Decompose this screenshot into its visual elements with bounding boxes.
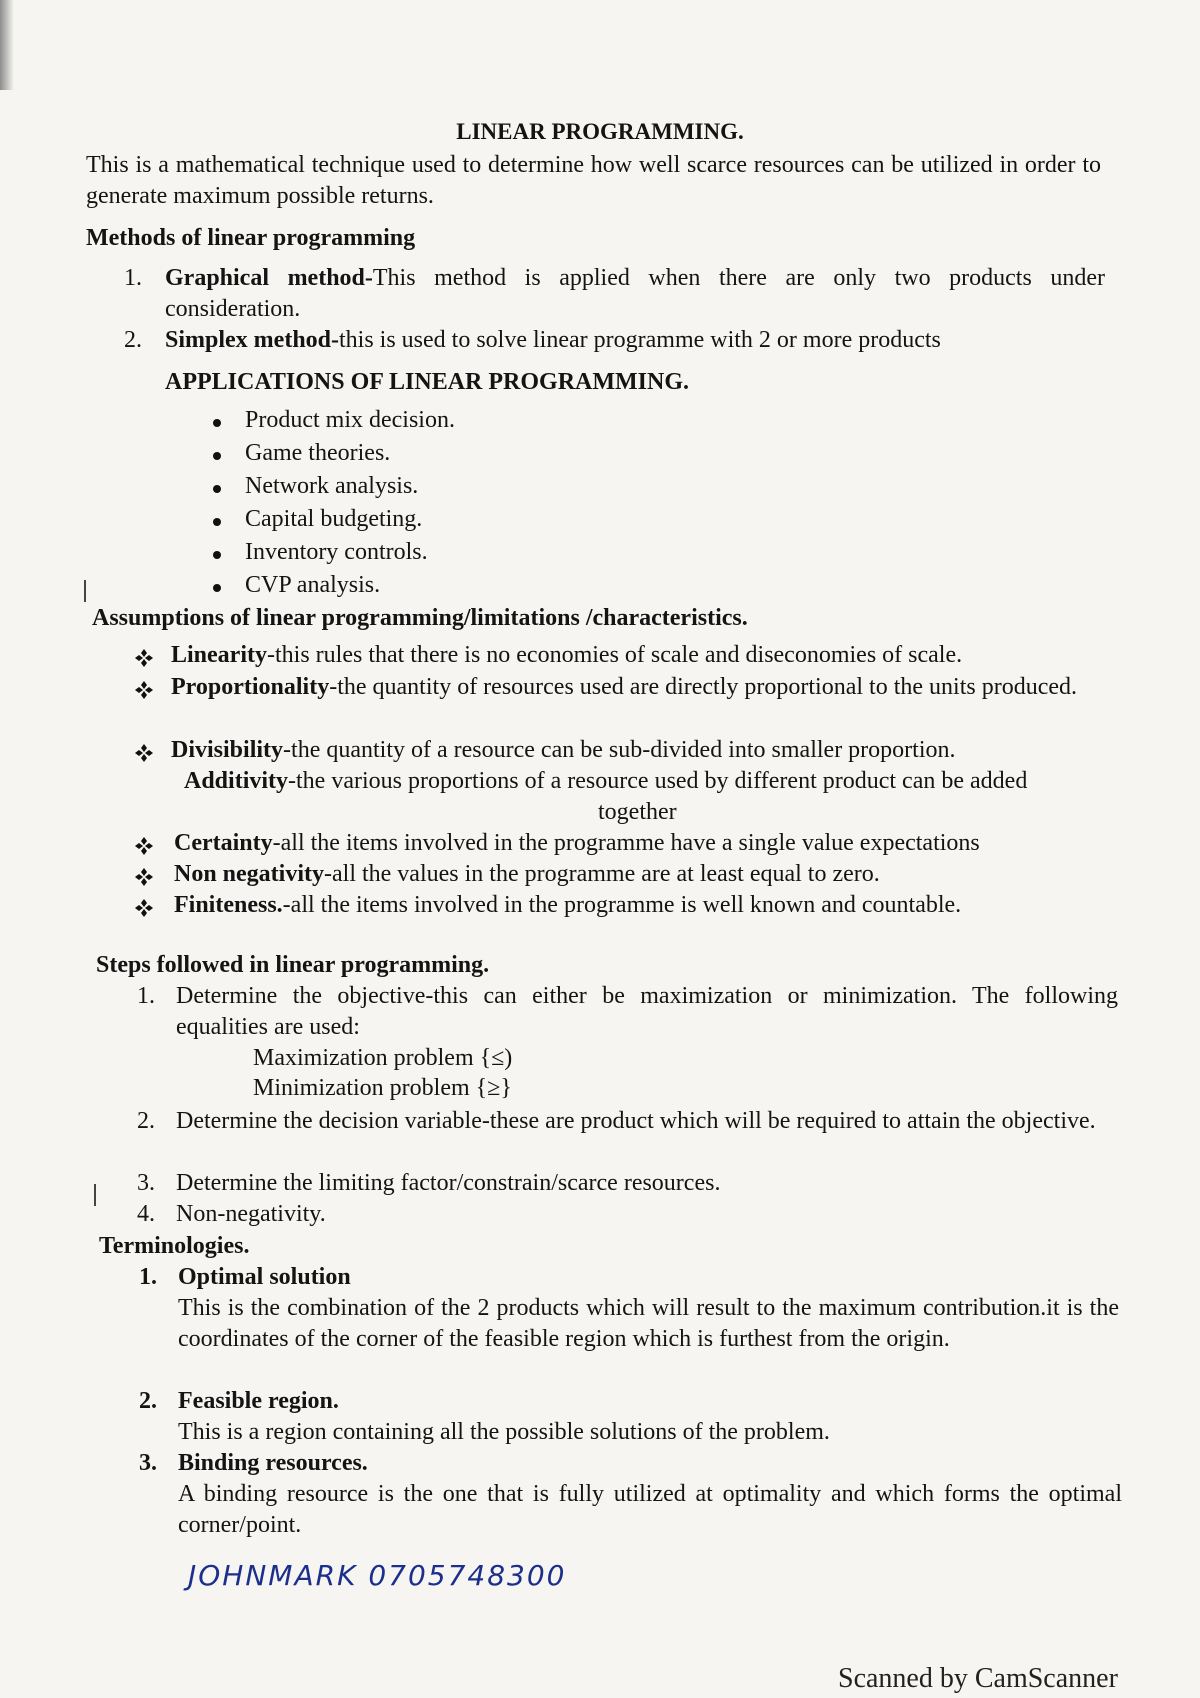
application-item: Inventory controls. [245, 539, 428, 565]
scan-mark [84, 580, 86, 602]
scan-mark [94, 1184, 96, 1206]
methods-item-2 [165, 325, 1105, 356]
diamond-bullet-icon [134, 867, 154, 887]
step-4-text: Non-negativity. [176, 1201, 326, 1227]
methods-item-1 [165, 263, 1105, 325]
methods-item-2-number: 2. [124, 327, 142, 353]
assumption-finiteness [174, 890, 1109, 921]
diamond-bullet-icon [134, 836, 154, 856]
assumption-desc: -all the values in the programme are at least equal to zero. [324, 861, 880, 887]
term-2-title: Feasible region. [178, 1388, 339, 1414]
assumption-additivity-continuation: together [598, 799, 677, 825]
diamond-bullet-icon [134, 743, 154, 763]
step-1-text: Determine the objective-this can either be maximization or minimization. The following equalities are used: [176, 983, 1118, 1040]
assumption-divisibility [171, 735, 1106, 766]
application-item: Game theories. [245, 440, 391, 466]
steps-heading: Steps followed in linear programming. [96, 952, 490, 978]
page-title: LINEAR PROGRAMMING. [456, 119, 744, 144]
assumptions-heading: Assumptions of linear programming/limitations /characteristics. [92, 605, 748, 631]
assumption-non-negativity [174, 859, 1109, 890]
step-1-maximization: Maximization problem {≤) [253, 1045, 513, 1071]
assumption-certainty [174, 828, 1109, 859]
term-2-description: This is a region containing all the possible solutions of the problem. [178, 1419, 830, 1445]
assumption-desc: -all the items involved in the programme is well known and countable. [282, 892, 962, 918]
scan-edge-shadow [0, 0, 14, 90]
assumption-proportionality [171, 672, 1106, 703]
diamond-bullet-icon [134, 898, 154, 918]
applications-heading: APPLICATIONS OF LINEAR PROGRAMMING. [165, 369, 690, 395]
step-1-minimization: Minimization problem {≥} [253, 1075, 512, 1101]
application-item: CVP analysis. [245, 572, 381, 598]
assumption-term: Linearity [171, 642, 267, 668]
bullet-icon [213, 518, 221, 526]
bullet-icon [213, 584, 221, 592]
methods-heading: Methods of linear programming [86, 225, 416, 251]
step-2-text: Determine the decision variable-these are product which will be required to attain the objective. [176, 1108, 1096, 1134]
assumption-term: Proportionality [171, 674, 330, 700]
methods-item-1-term: Graphical method- [165, 265, 373, 291]
assumption-term: Finiteness. [174, 892, 283, 918]
assumption-desc: -the quantity of a resource can be sub-divided into smaller proportion. [283, 737, 956, 763]
assumption-term: Certainty [174, 830, 273, 856]
term-3-description: A binding resource is the one that is fully utilized at optimality and which forms the optimal corner/point. [178, 1481, 1122, 1538]
terminologies-heading: Terminologies. [99, 1233, 250, 1259]
assumption-term: Divisibility [171, 737, 284, 763]
term-1-description: This is the combination of the 2 products which will result to the maximum contribution.it is the coordinates of the corner of the feasible region which is furthest from the origin. [178, 1295, 1119, 1352]
camscanner-watermark: Scanned by CamScanner [838, 1663, 1118, 1694]
assumption-term: Additivity [184, 768, 289, 794]
bullet-icon [213, 485, 221, 493]
intro-paragraph: This is a mathematical technique used to determine how well scarce resources can be utilized in order to generate maximum possible returns. [86, 152, 1101, 209]
term-1-title: Optimal solution [178, 1264, 351, 1290]
assumption-desc: -the various proportions of a resource used by different product can be added [288, 768, 1028, 794]
assumption-linearity [171, 640, 1106, 671]
term-2-number: 2. [139, 1388, 157, 1414]
step-1-number: 1. [137, 983, 155, 1009]
bullet-icon [213, 551, 221, 559]
methods-item-1-desc: This method is applied when there are only two products under consideration. [165, 265, 1106, 322]
methods-item-1-number: 1. [124, 265, 142, 291]
application-item: Capital budgeting. [245, 506, 423, 532]
assumption-additivity [184, 766, 1104, 797]
bullet-icon [213, 419, 221, 427]
bullet-icon [213, 452, 221, 460]
assumption-desc: -the quantity of resources used are directly proportional to the units produced. [329, 674, 1077, 700]
term-1-number: 1. [139, 1264, 157, 1290]
assumption-term: Non negativity [174, 861, 324, 887]
assumption-desc: -all the items involved in the programme have a single value expectations [272, 830, 980, 856]
application-item: Product mix decision. [245, 407, 455, 433]
handwritten-signature: JOHNMARK 0705748300 [188, 1559, 567, 1592]
term-3-title: Binding resources. [178, 1450, 368, 1476]
diamond-bullet-icon [134, 680, 154, 700]
assumption-desc: -this rules that there is no economies of scale and diseconomies of scale. [267, 642, 963, 668]
term-3-number: 3. [139, 1450, 157, 1476]
methods-item-2-desc: this is used to solve linear programme with 2 or more products [339, 327, 941, 353]
step-4-number: 4. [137, 1201, 155, 1227]
step-3-text: Determine the limiting factor/constrain/scarce resources. [176, 1170, 721, 1196]
methods-item-2-term: Simplex method- [165, 327, 339, 353]
step-3-number: 3. [137, 1170, 155, 1196]
diamond-bullet-icon [134, 648, 154, 668]
application-item: Network analysis. [245, 473, 419, 499]
step-2-number: 2. [137, 1108, 155, 1134]
